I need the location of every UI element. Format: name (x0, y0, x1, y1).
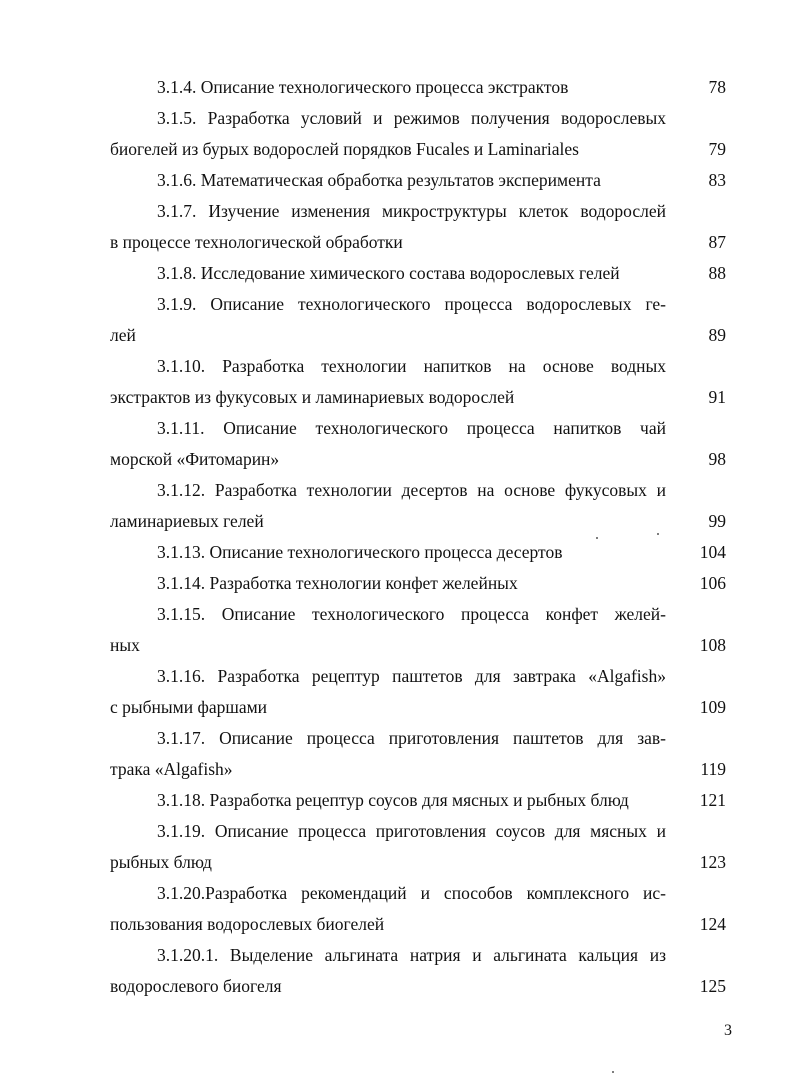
toc-entry-text: трака «Algafish» (110, 759, 233, 779)
toc-entry-line (110, 909, 726, 940)
toc-entry (110, 475, 726, 537)
toc-entry-line (110, 258, 726, 289)
toc-entry-text: 3.1.6. Математическая обработка результатов эксперимента (157, 170, 601, 190)
toc-entry-text: 3.1.4. Описание технологического процесса экстрактов (157, 77, 569, 97)
toc-entry-line (110, 134, 726, 165)
toc-entry-text: 3.1.16. Разработка рецептур паштетов для завтрака «Algafish» (157, 666, 666, 686)
toc-entry-line (110, 413, 726, 444)
toc-entry-text: 3.1.13. Описание технологического процесса десертов (157, 542, 563, 562)
toc-entry (110, 351, 726, 413)
toc-entry-text: пользования водорослевых биогелей (110, 914, 385, 934)
toc-entry-text: экстрактов из фукусовых и ламинариевых водорослей (110, 387, 515, 407)
toc-entry (110, 723, 726, 785)
toc-entry-text: 3.1.9. Описание технологического процесса водорослевых ге- (157, 294, 666, 314)
toc-entry-text: рыбных блюд (110, 852, 212, 872)
toc-entry-line (110, 227, 726, 258)
toc-entry-page: 89 (708, 325, 726, 345)
toc-entry (110, 785, 726, 816)
toc-entry-text: 3.1.20.Разработка рекомендаций и способов комплексного ис- (157, 883, 666, 903)
toc-entry-text: 3.1.17. Описание процесса приготовления паштетов для зав- (157, 728, 666, 748)
toc-entry (110, 196, 726, 258)
toc-entry (110, 413, 726, 475)
toc-entry-text: 3.1.7. Изучение изменения микроструктуры клеток водорослей (157, 201, 666, 221)
toc-entry-line (110, 816, 726, 847)
toc-entry-line (110, 723, 726, 754)
toc-entry-page: 123 (699, 852, 726, 872)
toc-entry-text: морской «Фитомарин» (110, 449, 280, 469)
toc-entry-line (110, 847, 726, 878)
toc-entry-text: 3.1.5. Разработка условий и режимов получения водорослевых (157, 108, 666, 128)
toc-entry-page: 98 (708, 449, 726, 469)
toc-entry-line (110, 785, 726, 816)
toc-entry (110, 165, 726, 196)
toc-entry (110, 289, 726, 351)
toc-entry (110, 537, 726, 568)
toc-entry-page: 104 (699, 542, 726, 562)
toc-entry-text: 3.1.11. Описание технологического процесса напитков чай (157, 418, 666, 438)
toc-entry-line (110, 568, 726, 599)
toc-entry (110, 103, 726, 165)
toc-entry (110, 599, 726, 661)
toc-entry-page: 106 (699, 573, 726, 593)
toc-entry-line (110, 878, 726, 909)
toc-entry-page: 119 (700, 759, 726, 779)
toc-entry-line (110, 289, 726, 320)
toc-entry-text: в процессе технологической обработки (110, 232, 403, 252)
toc-entry-page: 88 (708, 263, 726, 283)
toc-entry-line (110, 196, 726, 227)
toc-entry-line (110, 475, 726, 506)
toc-entry-line (110, 940, 726, 971)
toc-entry-text: лей (110, 325, 136, 345)
toc-entry-text: 3.1.15. Описание технологического процесса конфет желей- (157, 604, 666, 624)
toc-entry-page: 108 (699, 635, 726, 655)
toc-entry-text: с рыбными фаршами (110, 697, 268, 717)
toc-entry (110, 568, 726, 599)
toc-entry-text: 3.1.18. Разработка рецептур соусов для мясных и рыбных блюд (157, 790, 629, 810)
toc-entry-line (110, 661, 726, 692)
toc-entry-line (110, 506, 726, 537)
toc-entry-line (110, 692, 726, 723)
toc-entry-line (110, 537, 726, 568)
toc-entry-page: 125 (699, 976, 726, 996)
toc-entry-text: 3.1.19. Описание процесса приготовления соусов для мясных и (157, 821, 666, 841)
toc-entry (110, 878, 726, 940)
toc-entry-line (110, 630, 726, 661)
toc-entry-page: 121 (699, 790, 726, 810)
toc-entry-line (110, 165, 726, 196)
toc-entry-text: ламинариевых гелей (110, 511, 264, 531)
toc-entry-line (110, 351, 726, 382)
toc-entry-text: 3.1.10. Разработка технологии напитков на основе водных (157, 356, 666, 376)
toc-entry-line (110, 103, 726, 134)
toc-entry-page: 87 (708, 232, 726, 252)
toc-entry-text: 3.1.8. Исследование химического состава водорослевых гелей (157, 263, 620, 283)
toc-entry-page: 124 (699, 914, 726, 934)
toc-entry (110, 661, 726, 723)
toc-entry (110, 72, 726, 103)
toc-entry-line (110, 971, 726, 1002)
toc-entry-text: водорослевого биогеля (110, 976, 282, 996)
toc-entry-page: 99 (708, 511, 726, 531)
toc-entry (110, 258, 726, 289)
toc-entry-page: 79 (708, 139, 726, 159)
toc-entry-line (110, 599, 726, 630)
toc-entry (110, 940, 726, 1002)
toc-entry-text: 3.1.14. Разработка технологии конфет желейных (157, 573, 518, 593)
toc-entry-page: 83 (708, 170, 726, 190)
scan-speck (596, 537, 598, 539)
toc-entry-page: 109 (699, 697, 726, 717)
page-number: 3 (724, 1022, 732, 1039)
toc-entry-page: 91 (708, 387, 726, 407)
toc-entry-line (110, 754, 726, 785)
toc-entry (110, 816, 726, 878)
toc-entry-line (110, 72, 726, 103)
table-of-contents (110, 72, 726, 1002)
scan-speck (612, 1071, 614, 1073)
toc-entry-text: 3.1.20.1. Выделение альгината натрия и альгината кальция из (157, 945, 666, 965)
toc-entry-line (110, 444, 726, 475)
toc-entry-line (110, 320, 726, 351)
toc-entry-page: 78 (708, 77, 726, 97)
toc-entry-text: 3.1.12. Разработка технологии десертов на основе фукусовых и (157, 480, 666, 500)
toc-entry-line (110, 382, 726, 413)
toc-entry-text: ных (110, 635, 140, 655)
scan-speck (657, 533, 659, 535)
toc-entry-text: биогелей из бурых водорослей порядков Fucales и Laminariales (110, 139, 579, 159)
